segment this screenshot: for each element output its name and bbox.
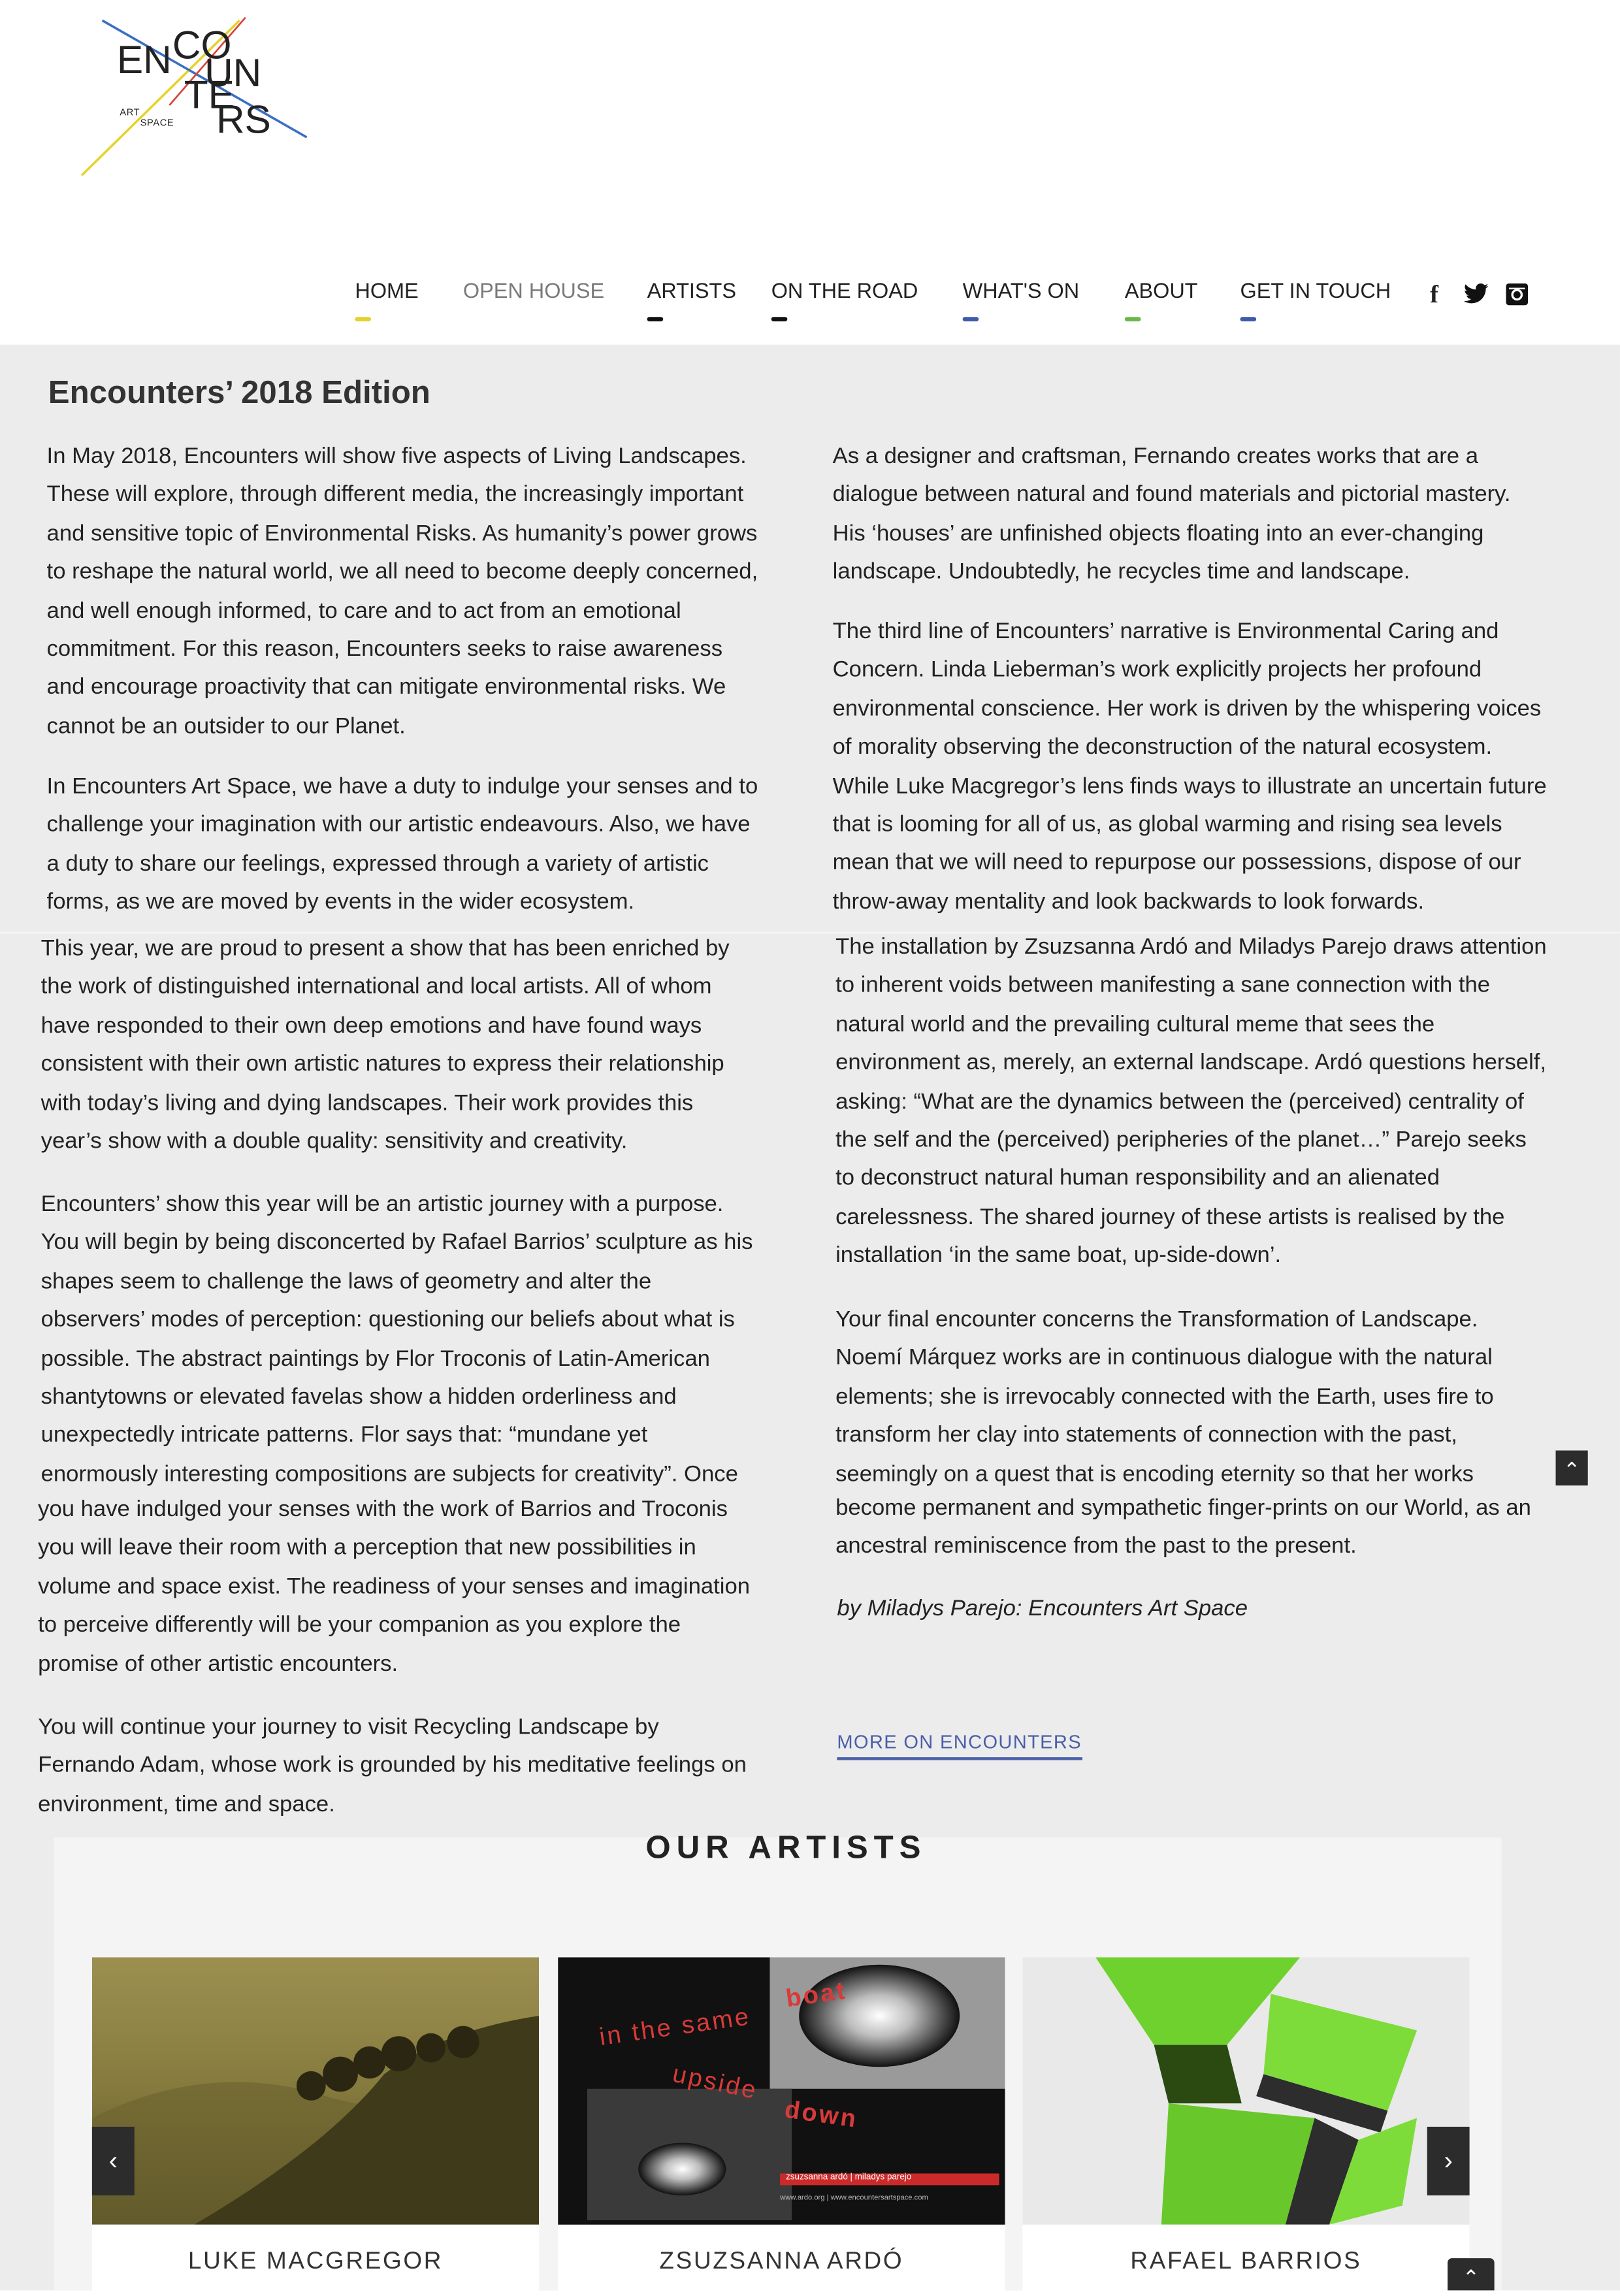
logo-text-space: SPACE xyxy=(140,118,174,129)
left-paragraph-2 xyxy=(47,768,758,922)
page-title: Encounters’ 2018 Edition xyxy=(48,373,430,410)
main-nav xyxy=(0,280,1620,338)
poster-graphic xyxy=(558,1958,1005,2225)
nav-home-label: HOME xyxy=(355,280,419,304)
text-line: throw-away mentality and look backwards to look forwards. xyxy=(832,889,1425,914)
text-line: transform her clay into statements of connection with the past, xyxy=(835,1423,1457,1448)
logo-text-co: CO xyxy=(172,23,232,67)
chevron-up-icon: ⌃ xyxy=(1563,1457,1581,1481)
carousel-next-button[interactable] xyxy=(1427,2127,1470,2195)
misty-hill-photo xyxy=(92,1958,539,2225)
text-line: You will begin by being disconcerted by Rafael Barrios’ sculpture as his xyxy=(40,1230,753,1255)
text-line: landscape. Undoubtedly, he recycles time and landscape. xyxy=(832,559,1410,585)
back-to-top-button[interactable] xyxy=(1448,2258,1495,2290)
text-line: These will explore, through different media, the increasingly important xyxy=(46,482,744,508)
text-line: challenge your imagination with our artistic endeavours. Also, we have xyxy=(46,813,751,838)
text-line: ancestral reminiscence from the past to the present. xyxy=(835,1534,1357,1559)
text-line: shapes seem to challenge the laws of geometry and alter the xyxy=(40,1269,652,1294)
text-line: to deconstruct natural human responsibility and an alienated xyxy=(835,1166,1440,1191)
poster-text-boat: boat xyxy=(784,1976,849,2013)
poster-text-down: down xyxy=(783,2095,860,2133)
nav-on-the-road-label: ON THE ROAD xyxy=(771,280,918,304)
nav-get-in-touch[interactable] xyxy=(1240,280,1391,304)
left-paragraph-3 xyxy=(41,930,730,1161)
text-line: and well enough informed, to care and to act from an emotional xyxy=(46,598,681,624)
artist-card-luke-macgregor[interactable] xyxy=(92,1958,539,2291)
logo-text-un: UN xyxy=(204,51,262,95)
text-line: Your final encounter concerns the Transformation of Landscape. xyxy=(835,1307,1478,1333)
more-on-encounters-link[interactable]: MORE ON ENCOUNTERS xyxy=(837,1731,1082,1760)
text-line: consistent with their own artistic natures to express their relationship xyxy=(40,1052,724,1077)
instagram-icon[interactable] xyxy=(1506,283,1529,306)
text-line: dialogue between natural and found materials and pictorial mastery. xyxy=(832,482,1511,508)
text-line: cannot be an outsider to our Planet. xyxy=(46,714,406,739)
our-artists-title: OUR ARTISTS xyxy=(645,1828,927,1866)
text-line: that is looming for all of us, as global warming and rising sea levels xyxy=(832,812,1502,837)
text-line: volume and space exist. The readiness of your senses and imagination xyxy=(38,1574,751,1600)
text-line: by Miladys Parejo: Encounters Art Space xyxy=(837,1596,1248,1622)
text-line: In May 2018, Encounters will show five aspects of Living Landscapes. xyxy=(46,444,747,469)
text-line: shantytowns or elevated favelas show a hidden orderliness and xyxy=(40,1384,677,1410)
text-line: The installation by Zsuzsanna Ardó and Miladys Parejo draws attention xyxy=(835,935,1547,960)
text-line: of morality observing the deconstruction of the natural ecosystem. xyxy=(832,735,1493,760)
text-line: to perceive differently will be your companion as you explore the xyxy=(38,1613,681,1638)
nav-about-label: ABOUT xyxy=(1124,280,1198,304)
text-line: you will leave their room with a perception that new possibilities in xyxy=(38,1536,696,1561)
logo-text-rs: RS xyxy=(216,97,271,142)
text-line: with today’s living and dying landscapes. Their work provides this xyxy=(40,1090,694,1116)
artist-image-poster[interactable] xyxy=(558,1958,1005,2225)
text-line: commitment. For this reason, Encounters seeks to raise awareness xyxy=(46,637,723,662)
artist-image-sculpture[interactable] xyxy=(1022,1958,1469,2225)
text-line: have responded to their own deep emotions and have found ways xyxy=(40,1013,702,1039)
text-line: promise of other artistic encounters. xyxy=(38,1651,398,1677)
scroll-to-top-button[interactable] xyxy=(1556,1451,1588,1486)
chevron-left-icon: ‹ xyxy=(108,2145,118,2175)
nav-about-underline xyxy=(1125,317,1141,321)
text-line: Encounters’ show this year will be an artistic journey with a purpose. xyxy=(40,1191,724,1217)
author-byline xyxy=(837,1591,1248,1629)
nav-home[interactable] xyxy=(355,280,418,304)
text-line: seemingly on a quest that is encoding eternity so that her works xyxy=(835,1461,1474,1487)
text-line: to inherent voids between manifesting a sane connection with the xyxy=(835,973,1491,999)
text-line: carelessness. The shared journey of these artists is realised by the xyxy=(835,1205,1505,1230)
carousel-prev-button[interactable] xyxy=(92,2127,135,2195)
artist-name[interactable]: RAFAEL BARRIOS xyxy=(1130,2248,1362,2274)
text-line: natural world and the prevailing cultural meme that sees the xyxy=(835,1012,1435,1037)
nav-on-the-road[interactable] xyxy=(771,280,918,304)
text-line: installation ‘in the same boat, up-side-down’. xyxy=(835,1243,1282,1269)
text-line: environment as, merely, an external landscape. Ardó questions herself, xyxy=(835,1050,1547,1076)
text-line: In Encounters Art Space, we have a duty to indulge your senses and to xyxy=(46,774,758,800)
nav-whats-on[interactable] xyxy=(963,280,1080,304)
text-line: the self and the (perceived) peripheries of the planet…” Parejo seeks xyxy=(835,1127,1527,1153)
artist-card-rafael-barrios[interactable] xyxy=(1022,1958,1469,2291)
text-line: and sensitive topic of Environmental Risks. As humanity’s power grows xyxy=(46,521,758,546)
text-line: you have indulged your senses with the work of Barrios and Troconis xyxy=(38,1497,728,1523)
artist-image-landscape[interactable] xyxy=(92,1958,539,2225)
artist-card-zsuzsanna-ardo[interactable] xyxy=(558,1958,1005,2291)
site-header xyxy=(0,0,1620,345)
text-line: As a designer and craftsman, Fernando creates works that are a xyxy=(832,444,1478,469)
chevron-right-icon: › xyxy=(1444,2145,1453,2175)
text-line: possible. The abstract paintings by Flor Troconis of Latin-American xyxy=(40,1346,710,1371)
text-line: and encourage proactivity that can mitigate environmental risks. We xyxy=(46,675,726,701)
text-line: Fernando Adam, whose work is grounded by his meditative feelings on xyxy=(38,1753,747,1779)
text-line: forms, as we are moved by events in the wider ecosystem. xyxy=(46,890,635,915)
right-paragraph-1 xyxy=(833,438,1511,592)
text-line: observers’ modes of perception: questioning our beliefs about what is xyxy=(40,1307,735,1333)
left-paragraph-4-continued xyxy=(38,1491,750,1684)
right-paragraph-4 xyxy=(835,1301,1494,1494)
nav-get-in-touch-underline xyxy=(1240,317,1257,321)
text-line: elements; she is irrevocably connected with the Earth, uses fire to xyxy=(835,1384,1494,1410)
text-line: the work of distinguished international and local artists. All of whom xyxy=(40,975,712,1000)
text-line: You will continue your journey to visit Recycling Landscape by xyxy=(38,1715,659,1740)
left-paragraph-5 xyxy=(38,1709,747,1824)
text-line: environmental conscience. Her work is driven by the whispering voices xyxy=(832,696,1542,722)
text-line: The third line of Encounters’ narrative is Environmental Caring and xyxy=(832,619,1499,645)
logo-text-art: ART xyxy=(120,108,140,119)
text-line: This year, we are proud to present a show that has been enriched by xyxy=(40,936,730,962)
text-line: to reshape the natural world, we all need to become deeply concerned, xyxy=(46,559,758,585)
text-line: asking: “What are the dynamics between the (perceived) centrality of xyxy=(835,1089,1524,1114)
text-line: His ‘houses’ are unfinished objects floating into an ever-changing xyxy=(832,521,1484,546)
text-line: Noemí Márquez works are in continuous dialogue with the natural xyxy=(835,1346,1493,1371)
poster-text-upside: upside xyxy=(670,2060,761,2105)
left-paragraph-1 xyxy=(47,438,758,747)
artist-name[interactable]: LUKE MACGREGOR xyxy=(187,2248,444,2274)
text-line: become permanent and sympathetic finger-prints on our World, as an xyxy=(835,1495,1531,1521)
nav-on-the-road-underline xyxy=(771,317,788,321)
text-line: Concern. Linda Lieberman’s work explicitly projects her profound xyxy=(832,658,1482,683)
poster-strip-text: zsuzsanna ardó | miladys parejo xyxy=(786,2173,912,2182)
nav-artists[interactable] xyxy=(647,280,736,304)
chevron-up-icon: ⌃ xyxy=(1462,2265,1480,2289)
green-sculpture-photo xyxy=(1022,1958,1469,2225)
text-line: environment, time and space. xyxy=(38,1792,335,1817)
nav-get-in-touch-label: GET IN TOUCH xyxy=(1240,280,1391,304)
nav-whats-on-underline xyxy=(963,317,979,321)
text-line: mean that we will need to repurpose our possessions, dispose of our xyxy=(832,850,1521,876)
right-paragraph-4-continued xyxy=(835,1490,1531,1567)
left-paragraph-4 xyxy=(41,1186,753,1495)
twitter-icon[interactable] xyxy=(1464,283,1489,304)
poster-text-line1: in the same xyxy=(597,2002,753,2052)
text-line: year’s show with a double quality: sensitivity and creativity. xyxy=(40,1129,628,1154)
logo-text-en: EN xyxy=(116,38,172,82)
poster-url: www.ardo.org | www.encountersartspace.com xyxy=(780,2193,928,2203)
right-paragraph-3 xyxy=(835,929,1547,1276)
text-line: While Luke Macgregor’s lens finds ways to illustrate an uncertain future xyxy=(832,773,1547,799)
nav-home-underline xyxy=(355,317,371,321)
nav-artists-label: ARTISTS xyxy=(647,280,736,304)
logo-text-te: TE xyxy=(184,73,235,117)
text-line: unexpectedly intricate patterns. Flor says that: “mundane yet xyxy=(40,1423,648,1449)
text-line: a duty to share our feelings, expressed through a variety of artistic xyxy=(46,851,709,877)
facebook-icon[interactable]: f xyxy=(1430,280,1438,308)
text-line: enormously interesting compositions are subjects for creativity”. Once xyxy=(40,1462,738,1487)
nav-open-house-label: OPEN HOUSE xyxy=(462,280,605,304)
nav-whats-on-label: WHAT'S ON xyxy=(962,280,1080,304)
nav-open-house[interactable] xyxy=(463,280,604,304)
right-paragraph-2 xyxy=(833,613,1547,922)
site-logo[interactable] xyxy=(76,12,312,181)
artist-name[interactable]: ZSUZSANNA ARDÓ xyxy=(659,2248,904,2274)
nav-about[interactable] xyxy=(1125,280,1198,304)
nav-artists-underline xyxy=(647,317,664,321)
